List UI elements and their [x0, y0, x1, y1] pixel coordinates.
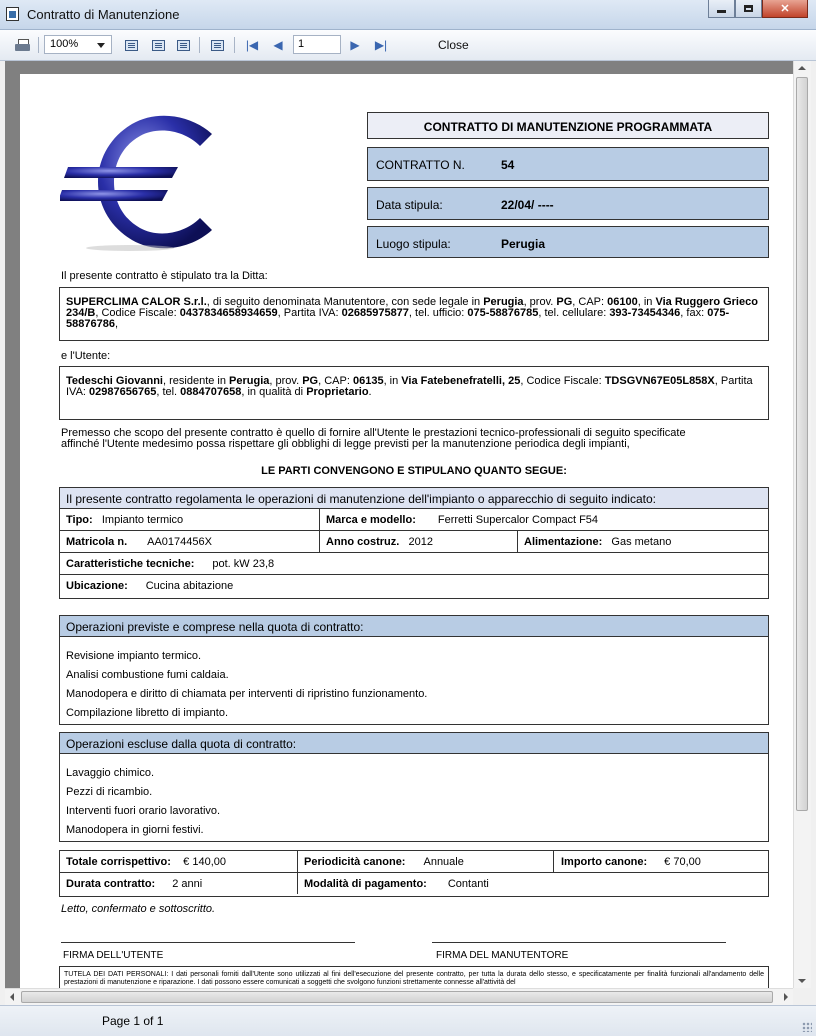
- periodicita-value: Annuale: [423, 856, 464, 868]
- list-item: Interventi fuori orario lavorativo.: [66, 805, 221, 817]
- ubic-label: Ubicazione:: [66, 580, 128, 592]
- previous-page-button[interactable]: [270, 36, 286, 54]
- resize-grip-icon[interactable]: [802, 1022, 812, 1032]
- ditta-text: , Partita IVA:: [277, 307, 342, 319]
- zoom-value: 100%: [50, 38, 79, 50]
- first-page-button[interactable]: [244, 36, 260, 54]
- maximize-button[interactable]: [735, 0, 762, 18]
- scroll-left-icon[interactable]: [10, 993, 14, 1001]
- title-bar: [0, 0, 816, 30]
- list-item: Pezzi di ricambio.: [66, 786, 153, 798]
- utente-address: Via Fatebenefratelli, 25: [401, 375, 521, 387]
- marca-value: Ferretti Supercalor Compact F54: [437, 514, 599, 526]
- table-row: [60, 575, 768, 598]
- two-page-button[interactable]: [175, 36, 191, 54]
- window-controls: [708, 0, 808, 19]
- tutela-text: I dati personali forniti dall'Utente sono utilizzati al fini dell'esecuzione del presente contratto, per tutta la durata dello stesso, e specificatamente per finalità funzionali all'andamento delle prestazioni di manutenzione e riparazione. I dati possono essere comunicati a soggetti che svolgono funzioni strettamente connesse all'attività del: [64, 971, 764, 986]
- table-row: [60, 873, 768, 896]
- ditta-box: [59, 287, 769, 341]
- vertical-scrollbar[interactable]: [793, 61, 811, 988]
- convengono-heading: LE PARTI CONVENGONO E STIPULANO QUANTO SEGUE:: [261, 465, 567, 477]
- ditta-text: , tel. ufficio:: [408, 307, 468, 319]
- list-item: Manodopera e diritto di chiamata per interventi di ripristino funzionamento.: [66, 688, 428, 700]
- window-title: Contratto di Manutenzione: [27, 7, 180, 22]
- premessa-line: affinché l'Utente medesimo possa rispettare gli obblighi di legge previsti per la manutenzione periodica degli impianti,: [61, 438, 630, 450]
- matricola-value: AA0174456X: [147, 536, 212, 548]
- two-page-icon: [177, 40, 190, 51]
- first-page-icon: |◀: [245, 38, 259, 52]
- signature-line-utente: [61, 942, 355, 943]
- ditta-city: Perugia: [483, 296, 524, 308]
- ditta-text: , CAP:: [572, 296, 608, 308]
- premessa-line: Premesso che scopo del presente contratto è quello di fornire all'Utente le prestazioni tecnico-professionali di seguito specificate: [61, 427, 686, 439]
- vertical-scroll-thumb[interactable]: [796, 77, 808, 811]
- minimize-button[interactable]: [708, 0, 735, 18]
- utente-cap: 06135: [352, 375, 384, 387]
- horizontal-scroll-thumb[interactable]: [21, 991, 773, 1003]
- matricola-label: Matricola n.: [66, 536, 128, 548]
- report-viewport[interactable]: [5, 61, 793, 988]
- export-button[interactable]: [209, 36, 225, 54]
- modalita-value: Contanti: [447, 878, 489, 890]
- page-setup-icon: [125, 40, 138, 51]
- importo-label: Importo canone:: [561, 856, 648, 868]
- single-page-button[interactable]: [150, 36, 166, 54]
- intro-text: Il presente contratto è stipulato tra la Ditta:: [61, 270, 268, 282]
- caratt-label: Caratteristiche tecniche:: [66, 558, 195, 570]
- ditta-fax: 075-58876786: [66, 307, 730, 330]
- export-icon: [211, 40, 224, 51]
- ditta-address: Via Ruggero Grieco 234/B: [66, 296, 758, 319]
- utente-prov: PG: [302, 375, 319, 387]
- utente-text: , in qualità di: [241, 386, 307, 398]
- tipo-value: Impianto termico: [101, 514, 184, 526]
- close-button[interactable]: Close: [438, 38, 469, 52]
- last-page-icon: ▶|: [374, 38, 388, 52]
- single-page-icon: [152, 40, 165, 51]
- utente-tel: 0884707658: [180, 386, 242, 398]
- tutela-title: TUTELA DEI DATI PERSONALI:: [64, 971, 169, 978]
- ditta-cap: 06100: [607, 296, 638, 308]
- utente-text: , residente in: [163, 375, 230, 387]
- toolbar-separator: [38, 37, 39, 53]
- utente-text: , prov.: [269, 375, 303, 387]
- periodicita-label: Periodicità canone:: [304, 856, 406, 868]
- utente-text: , tel.: [156, 386, 181, 398]
- ditta-piva: 02685975877: [341, 307, 409, 319]
- scroll-down-icon[interactable]: [798, 979, 806, 983]
- ditta-prov: PG: [556, 296, 573, 308]
- utente-name: Tedeschi Giovanni: [66, 375, 163, 387]
- anno-label: Anno costruz.: [326, 536, 400, 548]
- alim-label: Alimentazione:: [524, 536, 603, 548]
- chevron-down-icon: [97, 43, 105, 48]
- utente-cf: TDSGVN67E05L858X: [604, 375, 715, 387]
- utente-text: , in: [383, 375, 402, 387]
- list-item: Manodopera in giorni festivi.: [66, 824, 204, 836]
- alim-value: Gas metano: [611, 536, 672, 548]
- escluse-section: [59, 732, 769, 842]
- toolbar-separator: [234, 37, 235, 53]
- list-item: Compilazione libretto di impianto.: [66, 707, 229, 719]
- report-page: [20, 74, 793, 988]
- durata-label: Durata contratto:: [66, 878, 156, 890]
- impianto-section: [59, 487, 769, 599]
- ditta-text: , fax:: [680, 307, 708, 319]
- next-page-icon: ▶: [350, 38, 360, 52]
- previous-page-icon: ◀: [273, 38, 283, 52]
- last-page-button[interactable]: [372, 36, 390, 54]
- contract-number-box: [367, 147, 769, 181]
- ditta-text: , tel. cellulare:: [538, 307, 610, 319]
- table-row: [60, 851, 768, 873]
- ditta-cf: 0437834658934659: [179, 307, 278, 319]
- ditta-text: , prov.: [523, 296, 557, 308]
- impianto-heading: Il presente contratto regolamenta le operazioni di manutenzione dell'impianto o apparecchio di seguito indicato:: [60, 488, 768, 509]
- caratt-value: pot. kW 23,8: [212, 558, 275, 570]
- place-value: Perugia: [501, 237, 546, 251]
- euro-logo: [60, 112, 220, 252]
- contract-title: CONTRATTO DI MANUTENZIONE PROGRAMMATA: [367, 112, 769, 139]
- app-icon: [6, 7, 19, 21]
- date-value: 22/04/ ----: [501, 198, 554, 212]
- ditta-text: ,: [114, 318, 119, 330]
- ditta-cell: 393-73454346: [609, 307, 681, 319]
- print-button[interactable]: [14, 36, 32, 54]
- ubic-value: Cucina abitazione: [145, 580, 234, 592]
- ditta-text: , in: [637, 296, 656, 308]
- date-label: Data stipula:: [376, 198, 443, 212]
- printer-icon: [15, 39, 31, 52]
- utente-text: , Partita IVA:: [66, 375, 753, 398]
- toolbar-separator: [199, 37, 200, 53]
- list-item: Lavaggio chimico.: [66, 767, 155, 779]
- next-page-button[interactable]: [347, 36, 363, 54]
- totale-value: € 140,00: [183, 856, 226, 868]
- tutela-box: [59, 966, 769, 988]
- place-box: [367, 226, 769, 258]
- firma-utente-label: FIRMA DELL'UTENTE: [63, 950, 164, 961]
- utente-qualita: Proprietario: [306, 386, 369, 398]
- list-item: Analisi combustione fumi caldaia.: [66, 669, 229, 681]
- firma-manutentore-label: FIRMA DEL MANUTENTORE: [436, 950, 569, 961]
- page-setup-button[interactable]: [123, 36, 139, 54]
- anno-value: 2012: [408, 536, 433, 548]
- modalita-label: Modalità di pagamento:: [304, 878, 427, 890]
- totale-label: Totale corrispettivo:: [66, 856, 171, 868]
- signature-line-manutentore: [432, 942, 726, 943]
- ditta-name: SUPERCLIMA CALOR S.r.l.: [66, 296, 207, 308]
- tipo-label: Tipo:: [66, 514, 93, 526]
- utente-label: e l'Utente:: [61, 350, 111, 362]
- utente-text: .: [368, 386, 372, 398]
- horizontal-scrollbar[interactable]: [5, 988, 793, 1005]
- page-count: Page 1 of 1: [102, 1014, 164, 1028]
- scroll-up-icon[interactable]: [798, 66, 806, 70]
- marca-label: Marca e modello:: [326, 514, 416, 526]
- report-toolbar: [0, 30, 816, 61]
- contract-number-value: 54: [501, 158, 515, 172]
- utente-piva: 02987656765: [89, 386, 157, 398]
- letto-text: Letto, confermato e sottoscritto.: [61, 903, 216, 915]
- ditta-tel-office: 075-58876785: [467, 307, 539, 319]
- table-row: [60, 531, 768, 553]
- page-number-input[interactable]: 1: [293, 35, 341, 54]
- contract-number-label: CONTRATTO N.: [376, 158, 465, 172]
- previste-heading: Operazioni previste e comprese nella quota di contratto:: [60, 616, 768, 637]
- close-window-button[interactable]: ✕: [762, 0, 808, 18]
- ditta-text: , Codice Fiscale:: [95, 307, 180, 319]
- importo-value: € 70,00: [664, 856, 701, 868]
- status-bar: [0, 1005, 816, 1036]
- zoom-select[interactable]: [44, 35, 112, 54]
- table-row: [60, 509, 768, 531]
- durata-value: 2 anni: [172, 878, 203, 890]
- escluse-heading: Operazioni escluse dalla quota di contratto:: [60, 733, 768, 754]
- utente-text: , CAP:: [318, 375, 353, 387]
- premessa-text: [61, 428, 769, 450]
- utente-box: [59, 366, 769, 420]
- utente-text: , Codice Fiscale:: [520, 375, 605, 387]
- table-row: [60, 553, 768, 575]
- list-item: Revisione impianto termico.: [66, 650, 202, 662]
- scroll-right-icon[interactable]: [784, 993, 788, 1001]
- ditta-text: , di seguito denominata Manutentore, con sede legale in: [206, 296, 484, 308]
- place-label: Luogo stipula:: [376, 237, 451, 251]
- totali-section: [59, 850, 769, 897]
- utente-city: Perugia: [229, 375, 270, 387]
- date-box: [367, 187, 769, 220]
- previste-section: [59, 615, 769, 725]
